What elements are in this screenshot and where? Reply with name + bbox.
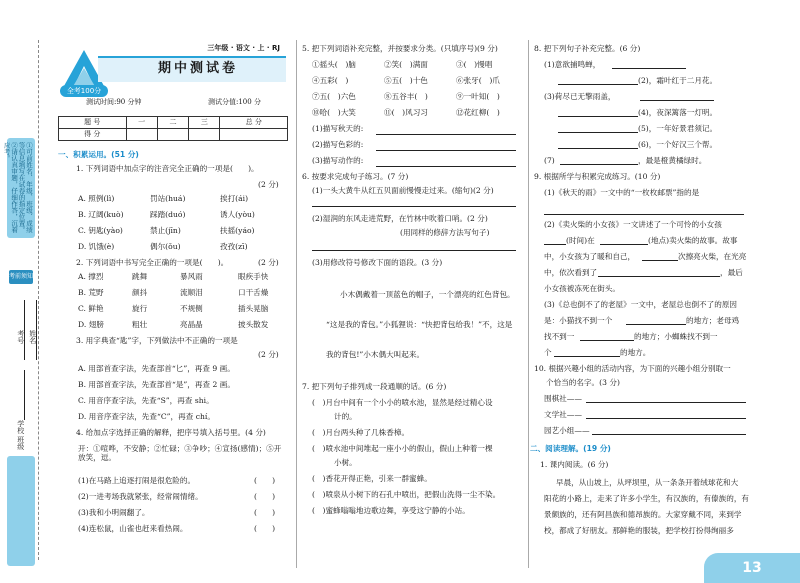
q6-3-passage: 我的背包!”小木偶大叫起来。 — [326, 350, 425, 359]
section-heading: 二、阅读理解。(19 分) — [530, 444, 611, 453]
q5-word: ④五彩( ) — [312, 76, 349, 85]
q6-1: (1)一头大黄牛从红五贝面前慢慢走过来。(缩句)(2 分) — [312, 186, 494, 195]
q5-word: ②笑( )满面 — [384, 60, 428, 69]
score-cell[interactable] — [126, 129, 157, 141]
q2-option-a[interactable]: A. 撑烈 — [78, 272, 104, 281]
reading-text: 景颇族的，还有阿昌族和德昂族的。大家穿戴不同，来到学 — [544, 510, 742, 519]
q4-definition: 开：①喧哗，不安静；②忙碌；③争吵；④宣扬(感情)；⑤开放笑，逗。 — [78, 444, 282, 463]
q2-b-2: 颜抖 — [132, 288, 148, 297]
q1-option-b-3: 诱人(yòu) — [220, 210, 255, 219]
q5-word: ⑥张牙( )爪 — [456, 76, 500, 85]
q8-item: ，最是橙黄橘绿时。 — [638, 156, 707, 165]
q4-item: (1)在马路上追逐打闹是很危险的。 — [78, 476, 196, 485]
q1-option-d-2: 偶尔(ǒu) — [150, 242, 181, 251]
q1-option-c-3: 扶摇(yáo) — [220, 226, 255, 235]
grade-tag: 三年级 · 语文 · 上 · RJ — [207, 44, 280, 52]
q10-item: 围棋社—— — [544, 394, 582, 403]
q8-item: (6)，一个好汉三个帮。 — [638, 140, 718, 149]
q9-2-text: 中，依次看到了 — [544, 268, 598, 277]
q8-item: (1)意欲捕鸣蝉， — [544, 60, 601, 69]
score-header: 三 — [189, 117, 220, 129]
q4-item: (4)连松鼠，山雀也赶来看热闹。 — [78, 524, 188, 533]
q1-score: (2 分) — [258, 180, 279, 189]
question-10: 10. 根据兴趣小组的活动内容，为下面的兴趣小组分别取一 — [534, 364, 731, 373]
question-8: 8. 把下列句子补充完整。(6 分) — [534, 44, 641, 53]
score-header: 总 分 — [220, 117, 288, 129]
question-5: 5. 把下列词语补充完整，并按要求分类。(只填序号)(9 分) — [302, 44, 498, 53]
q3-option-c[interactable]: C. 用音序查字法，先查“S”，再查 shi。 — [78, 396, 214, 405]
q1-option-d-3: 孜孜(zī) — [220, 242, 248, 251]
q7-item[interactable]: ( )月台中间有一个小小的喷水池，显然是经过精心设 — [312, 398, 493, 407]
q10-item: 文学社—— — [544, 410, 582, 419]
answer-line[interactable] — [312, 206, 516, 207]
field-school: 学校 — [16, 420, 25, 434]
question-3: 3. 用字典查“匙”字，下列做法中不正确的一项是 — [76, 336, 238, 345]
answer-line[interactable] — [558, 148, 638, 149]
q2-b-3: 流顺泪 — [180, 288, 203, 297]
q1-option-c[interactable]: C. 钥匙(yào) — [78, 226, 123, 235]
q4-item: (3)我和小明闹翻了。 — [78, 508, 150, 517]
q2-a-2: 跳舞 — [132, 272, 148, 281]
page-number: 13 — [704, 553, 800, 583]
reading-text: 早晨，从山坡上，从坪坝里，从一条条开着绒球花和大 — [556, 478, 739, 487]
q5-word: ⑦五( )六色 — [312, 92, 356, 101]
question-9: 9. 根据所学与积累完成练习。(10 分) — [534, 172, 661, 181]
question-7: 7. 把下列句子排列成一段通顺的话。(6 分) — [302, 382, 447, 391]
q5-word: ⑧五谷丰( ) — [384, 92, 428, 101]
q5-category: (3)描写动作的: — [312, 156, 364, 165]
q1-option-a-3: 挨打(ái) — [220, 194, 249, 203]
answer-line[interactable] — [642, 260, 678, 261]
q7-item-cont: 计的。 — [334, 412, 357, 421]
q3-option-d[interactable]: D. 用音序查字法，先查“C”，再查 chí。 — [78, 412, 215, 421]
q7-item-cont: 小树。 — [334, 458, 357, 467]
field-class: 班级 — [16, 436, 25, 450]
score-header: 题 号 — [59, 117, 127, 129]
q7-item[interactable]: ( )月台两头种了几株香樟。 — [312, 428, 410, 437]
answer-line[interactable] — [600, 244, 648, 245]
q9-3: (3)《总也倒不了的老屋》一文中，老屋总也倒不了的原因 — [544, 300, 738, 309]
question-6: 6. 按要求完成句子练习。(7 分) — [302, 172, 409, 181]
answer-line[interactable] — [376, 150, 516, 151]
q9-2-text: 小女孩被冻死在街头。 — [544, 284, 620, 293]
q1-option-d[interactable]: D. 饥饿(è) — [78, 242, 115, 251]
q6-2: (2)湿润的东风走进荒野，在竹林中吹着口哨。(2 分) — [312, 214, 488, 223]
q2-score: (2 分) — [258, 258, 279, 267]
q2-a-4: 眼疾手快 — [238, 272, 269, 281]
q1-option-c-2: 禁止(jīn) — [150, 226, 181, 235]
q9-3-text: 的地方；小蜘蛛找不到一 — [634, 332, 718, 341]
q9-2-text: 次擦亮火柴，在光亮 — [678, 252, 747, 261]
answer-line[interactable] — [598, 276, 720, 277]
q9-2: (2)《卖火柴的小女孩》一文讲述了一个可怜的小女孩 — [544, 220, 722, 229]
answer-paren[interactable]: ( ) — [254, 476, 276, 485]
q6-3-passage: “这是我的背包。”小狐狸说：“快把背包给我！”不，这是 — [326, 320, 513, 329]
exam-header — [58, 40, 288, 128]
answer-line[interactable] — [544, 214, 744, 215]
q5-word: ⑪( )风习习 — [384, 108, 428, 117]
q3-option-a[interactable]: A. 用部首查字法，先查部首“匕”，再查 9 画。 — [78, 364, 235, 373]
q9-1: (1)《秋天的雨》一文中的“一枚枚邮票”指的是 — [544, 188, 700, 197]
q1-option-a[interactable]: A. 照例(lì) — [78, 194, 115, 203]
answer-line[interactable] — [640, 100, 714, 101]
answer-paren[interactable]: ( ) — [254, 492, 276, 501]
answer-line[interactable] — [612, 68, 686, 69]
q2-option-b[interactable]: B. 荒野 — [78, 288, 104, 297]
q5-word: ⑫花红柳( ) — [456, 108, 500, 117]
answer-line[interactable] — [554, 356, 620, 357]
field-name: 姓名 — [28, 330, 37, 344]
answer-line[interactable] — [558, 116, 638, 117]
score-table — [58, 116, 288, 141]
q9-3-text: 的地方。 — [620, 348, 651, 357]
q2-c-2: 旋行 — [132, 304, 148, 313]
q1-option-b[interactable]: B. 辽阔(kuò) — [78, 210, 124, 219]
question-2: 2. 下列词语中书写完全正确的一项是( )。 — [76, 258, 229, 267]
logo-tag: 全考100分 — [60, 85, 108, 97]
q2-option-d[interactable]: D. 翅膀 — [78, 320, 104, 329]
answer-line[interactable] — [586, 402, 746, 403]
q6-3-passage: 小木偶戴着一顶蓝色的帽子，一个漂亮的红色背包。 — [340, 290, 515, 299]
q8-item: (3)荷尽已无擎雨盖， — [544, 92, 616, 101]
binding-strip — [0, 0, 44, 583]
cut-line — [38, 40, 39, 560]
q2-d-3: 亮晶晶 — [180, 320, 203, 329]
question-4: 4. 给加点字选择正确的解释，把序号填入括号里。(4 分) — [76, 428, 266, 437]
answer-paren[interactable]: ( ) — [254, 508, 276, 517]
reading-1: 1. 课内阅读。(6 分) — [540, 460, 609, 469]
bottom-tab — [7, 456, 35, 566]
q9-2-text: 中，小女孩为了暖和自己， — [544, 252, 636, 261]
answer-line[interactable] — [592, 434, 746, 435]
section-heading: 一、积累运用。(51 分) — [58, 150, 139, 159]
q2-a-3: 暴风雨 — [180, 272, 203, 281]
q7-item[interactable]: ( )蜜蜂嗡嗡地边歌边舞，享受这宁静的小站。 — [312, 506, 470, 515]
q2-d-4: 披头散发 — [238, 320, 269, 329]
field-exam-no: 考号 — [16, 330, 25, 344]
reading-text: 校，都成了好朋友。那鲜艳的服装，把学校打扮得绚丽多 — [544, 526, 734, 535]
q8-item: (5)，一年好景君须记。 — [638, 124, 718, 133]
question-10-cont: 个恰当的名字。(3 分) — [546, 378, 620, 387]
score-header: 二 — [157, 117, 188, 129]
q8-item: (4)，夜深篱落一灯明。 — [638, 108, 718, 117]
q9-3-text: 找不到一 — [544, 332, 575, 341]
q2-d-2: 粗壮 — [132, 320, 148, 329]
q5-category: (2)描写色彩的: — [312, 140, 364, 149]
q8-item: (7) — [544, 156, 555, 165]
exam-score: 测试分值:100 分 — [208, 98, 261, 106]
q5-word: ⑤五( )十色 — [384, 76, 428, 85]
answer-line[interactable] — [580, 340, 634, 341]
notice-text: ①可前姓名、年级、班级、成绩等信息填写在试卷的指定位置。②请认真审题，仔细作答，沉着应考。 — [2, 142, 33, 233]
q2-b-4: 口干舌燥 — [238, 288, 269, 297]
q6-3: (3)用修改符号修改下面的语段。(3 分) — [312, 258, 443, 267]
answer-line[interactable] — [626, 324, 686, 325]
answer-line[interactable] — [558, 84, 638, 85]
q5-word: ①摇头( )脑 — [312, 60, 356, 69]
score-cell[interactable] — [220, 129, 288, 141]
q5-word: ③( )慢唱 — [456, 60, 493, 69]
exam-title: 期中测试卷 — [158, 61, 239, 76]
q5-category: (1)描写秋天的: — [312, 124, 364, 133]
q2-option-c[interactable]: C. 鲜艳 — [78, 304, 104, 313]
score-cell[interactable] — [157, 129, 188, 141]
q9-2-text: ，最后 — [720, 268, 743, 277]
q9-3-text: 是：小猫找不到一个 — [544, 316, 613, 325]
q7-item[interactable]: ( )香花开得正艳，引来一群蜜蜂。 — [312, 474, 432, 483]
answer-paren[interactable]: ( ) — [254, 524, 276, 533]
q6-2-hint: (用同样的修辞方法写句子) — [400, 228, 490, 237]
q5-word: ⑩哈( )大笑 — [312, 108, 356, 117]
answer-line[interactable] — [376, 166, 516, 167]
answer-line[interactable] — [558, 132, 638, 133]
q9-3-text: 的地方；老母鸡 — [686, 316, 740, 325]
score-cell[interactable] — [189, 129, 220, 141]
exam-time: 测试时间:90 分钟 — [86, 98, 142, 106]
score-row-label: 得 分 — [59, 129, 127, 141]
score-header: 一 — [126, 117, 157, 129]
q9-2-text: (地点)卖火柴的故事。故事 — [648, 236, 738, 245]
answer-line[interactable] — [586, 418, 746, 419]
q1-option-b-2: 踩踏(duó) — [150, 210, 186, 219]
q3-option-b[interactable]: B. 用部首查字法，先查部首“是”，再查 2 画。 — [78, 380, 235, 389]
q2-c-3: 不规侧 — [180, 304, 203, 313]
answer-line[interactable] — [312, 250, 516, 251]
q7-item[interactable]: ( )喷水池中间堆起一座小小的假山，假山上种着一棵 — [312, 444, 493, 453]
q9-3-text: 个 — [544, 348, 552, 357]
q4-item: (2)一进考场我就紧张，经常闹情绪。 — [78, 492, 203, 501]
reading-text: 阳花的小路上，走来了许多小学生，有汉族的，有傣族的，有 — [544, 494, 750, 503]
q8-item: (2)，霜叶红于二月花。 — [638, 76, 718, 85]
notice-label: 考前须知 — [9, 270, 33, 284]
answer-line[interactable] — [376, 134, 516, 135]
q5-word: ⑨一叶知( ) — [456, 92, 500, 101]
answer-line[interactable] — [544, 244, 566, 245]
answer-line[interactable] — [560, 164, 638, 165]
q2-c-4: 插头晃脑 — [238, 304, 269, 313]
q10-item: 园艺小组—— — [544, 426, 590, 435]
q9-2-text: (时间)在 — [566, 236, 595, 245]
question-1: 1. 下列词语中加点字的注音完全正确的一项是( )。 — [76, 164, 259, 173]
q3-score: (2 分) — [258, 350, 279, 359]
q7-item[interactable]: ( )喷泉从小树下的石孔中喷出，把假山洗得一尘不染。 — [312, 490, 501, 499]
q1-option-a-2: 罚站(huá) — [150, 194, 186, 203]
